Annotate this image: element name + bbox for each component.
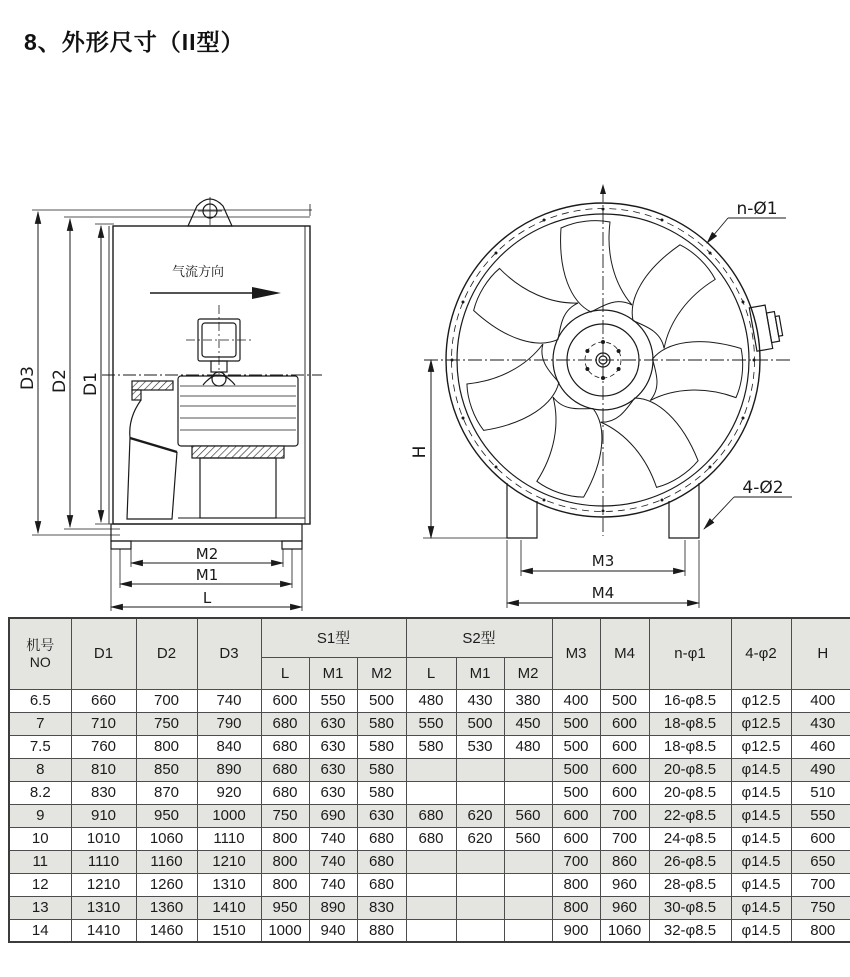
- table-cell: 7.5: [9, 735, 71, 758]
- junction-box: [186, 305, 252, 386]
- table-cell: 680: [406, 827, 456, 850]
- table-cell: 630: [309, 781, 357, 804]
- header-d2: D2: [136, 618, 197, 689]
- table-cell: 920: [197, 781, 261, 804]
- table-cell: 22-φ8.5: [649, 804, 731, 827]
- motor-flange: [192, 446, 284, 458]
- table-cell: 1110: [71, 850, 136, 873]
- table-cell: [456, 896, 504, 919]
- table-cell: 18-φ8.5: [649, 712, 731, 735]
- table-cell: 630: [309, 712, 357, 735]
- table-cell: 580: [357, 758, 406, 781]
- header-d3: D3: [197, 618, 261, 689]
- table-cell: 13: [9, 896, 71, 919]
- motor: [178, 376, 305, 518]
- table-cell: 600: [600, 781, 649, 804]
- header-m3: M3: [552, 618, 600, 689]
- table-row: [9, 850, 850, 873]
- table-cell: [406, 896, 456, 919]
- table-cell: 1310: [197, 873, 261, 896]
- table-cell: 450: [504, 712, 552, 735]
- table-cell: 850: [136, 758, 197, 781]
- table-cell: 790: [197, 712, 261, 735]
- table-cell: 750: [261, 804, 309, 827]
- table-cell: [406, 758, 456, 781]
- table-cell: 9: [9, 804, 71, 827]
- table-cell: [504, 758, 552, 781]
- table-cell: 600: [600, 735, 649, 758]
- table-cell: 26-φ8.5: [649, 850, 731, 873]
- table-row: [9, 896, 850, 919]
- table-cell: 800: [261, 850, 309, 873]
- table-cell: 840: [197, 735, 261, 758]
- header-s1-m1: M1: [309, 657, 357, 689]
- table-cell: 550: [406, 712, 456, 735]
- table-row: [9, 781, 850, 804]
- table-cell: 32-φ8.5: [649, 919, 731, 942]
- dim-h-label: H: [410, 445, 430, 459]
- dim-m2-label: M2: [195, 545, 219, 563]
- impeller-blades: [461, 221, 749, 504]
- table-cell: [504, 896, 552, 919]
- table-cell: [456, 781, 504, 804]
- table-cell: 8.2: [9, 781, 71, 804]
- table-cell: 800: [552, 873, 600, 896]
- four-phi2-label: 4-Ø2: [742, 478, 784, 498]
- dim-d1-label: D1: [81, 372, 101, 396]
- table-cell: 20-φ8.5: [649, 781, 731, 804]
- header-four-phi2: 4-φ2: [731, 618, 791, 689]
- table-cell: 20-φ8.5: [649, 758, 731, 781]
- table-cell: 830: [357, 896, 406, 919]
- table-cell: 600: [261, 689, 309, 712]
- table-cell: 700: [791, 873, 850, 896]
- table-cell: 740: [309, 873, 357, 896]
- table-row: [9, 735, 850, 758]
- table-cell: 490: [791, 758, 850, 781]
- table-cell: 750: [791, 896, 850, 919]
- header-no: [9, 618, 71, 689]
- table-cell: φ12.5: [731, 735, 791, 758]
- table-cell: 500: [456, 712, 504, 735]
- table-cell: 18-φ8.5: [649, 735, 731, 758]
- table-cell: 430: [456, 689, 504, 712]
- n-phi1-label: n-Ø1: [736, 199, 778, 219]
- table-cell: 680: [261, 758, 309, 781]
- table-cell: 1210: [71, 873, 136, 896]
- table-cell: 750: [136, 712, 197, 735]
- table-cell: 940: [309, 919, 357, 942]
- table-cell: 960: [600, 873, 649, 896]
- header-s1-group: S1型: [261, 618, 406, 657]
- table-cell: 890: [197, 758, 261, 781]
- table-cell: [406, 781, 456, 804]
- airflow-direction: [150, 264, 281, 299]
- table-cell: 650: [791, 850, 850, 873]
- table-cell: 500: [357, 689, 406, 712]
- table-cell: 30-φ8.5: [649, 896, 731, 919]
- table-cell: 1210: [197, 850, 261, 873]
- table-cell: 1310: [71, 896, 136, 919]
- header-s2-l: L: [406, 657, 456, 689]
- technical-drawing: [0, 88, 850, 616]
- table-cell: 530: [456, 735, 504, 758]
- header-s2-m2: M2: [504, 657, 552, 689]
- table-cell: 7: [9, 712, 71, 735]
- table-cell: 890: [309, 896, 357, 919]
- table-cell: 860: [600, 850, 649, 873]
- table-cell: 960: [600, 896, 649, 919]
- lifting-lug-icon: [188, 197, 232, 226]
- table-cell: 550: [309, 689, 357, 712]
- table-cell: 660: [71, 689, 136, 712]
- table-cell: 1360: [136, 896, 197, 919]
- table-cell: 380: [504, 689, 552, 712]
- dimension-d2: [50, 219, 70, 527]
- dim-m1-label: M1: [195, 566, 219, 584]
- table-cell: 700: [552, 850, 600, 873]
- table-cell: 810: [71, 758, 136, 781]
- header-d1: D1: [71, 618, 136, 689]
- header-s2-group: S2型: [406, 618, 552, 657]
- table-row: [9, 873, 850, 896]
- table-cell: 680: [357, 827, 406, 850]
- table-cell: 800: [791, 919, 850, 942]
- table-row: [9, 758, 850, 781]
- table-cell: φ14.5: [731, 850, 791, 873]
- table-cell: 1000: [261, 919, 309, 942]
- table-row: [9, 919, 850, 942]
- table-cell: 680: [261, 735, 309, 758]
- table-cell: 700: [136, 689, 197, 712]
- table-cell: 910: [71, 804, 136, 827]
- table-cell: 950: [261, 896, 309, 919]
- header-no-en: NO: [29, 653, 51, 670]
- dimension-table-body: [9, 689, 850, 942]
- table-row: [9, 804, 850, 827]
- table-cell: 1060: [600, 919, 649, 942]
- table-cell: 680: [261, 781, 309, 804]
- table-cell: 1460: [136, 919, 197, 942]
- table-cell: 24-φ8.5: [649, 827, 731, 850]
- table-cell: 1160: [136, 850, 197, 873]
- table-cell: 600: [552, 827, 600, 850]
- table-cell: 740: [309, 850, 357, 873]
- table-cell: 510: [791, 781, 850, 804]
- table-cell: φ12.5: [731, 712, 791, 735]
- table-cell: 1060: [136, 827, 197, 850]
- table-cell: 680: [357, 873, 406, 896]
- table-cell: 400: [791, 689, 850, 712]
- drawing-svg: [0, 88, 850, 616]
- table-cell: 950: [136, 804, 197, 827]
- table-cell: 880: [357, 919, 406, 942]
- table-cell: 6.5: [9, 689, 71, 712]
- table-cell: 740: [197, 689, 261, 712]
- callout-four-phi2: [704, 478, 792, 529]
- table-cell: φ12.5: [731, 689, 791, 712]
- dimension-table: [8, 617, 850, 943]
- table-cell: 16-φ8.5: [649, 689, 731, 712]
- table-cell: 630: [357, 804, 406, 827]
- table-cell: 580: [357, 735, 406, 758]
- table-cell: [504, 850, 552, 873]
- table-cell: 600: [791, 827, 850, 850]
- table-header: [9, 618, 850, 689]
- table-cell: 10: [9, 827, 71, 850]
- side-view: [18, 197, 322, 611]
- table-cell: 680: [357, 850, 406, 873]
- table-cell: 620: [456, 827, 504, 850]
- table-cell: 800: [136, 735, 197, 758]
- table-cell: [456, 873, 504, 896]
- table-cell: [406, 850, 456, 873]
- dim-m4-label: M4: [591, 584, 615, 602]
- table-cell: 710: [71, 712, 136, 735]
- dim-d2-label: D2: [50, 369, 70, 393]
- table-cell: [406, 873, 456, 896]
- table-cell: 1260: [136, 873, 197, 896]
- table-cell: 870: [136, 781, 197, 804]
- table-cell: [504, 873, 552, 896]
- header-no-cn: 机号: [26, 636, 55, 653]
- callout-n-phi1: [707, 199, 786, 243]
- dimension-m3: [521, 540, 685, 576]
- table-cell: 500: [552, 781, 600, 804]
- table-cell: 830: [71, 781, 136, 804]
- table-cell: 500: [600, 689, 649, 712]
- table-cell: 560: [504, 804, 552, 827]
- table-cell: 900: [552, 919, 600, 942]
- dimension-h: [410, 360, 507, 538]
- table-cell: 740: [309, 827, 357, 850]
- dim-l-label: L: [202, 589, 212, 607]
- dimension-table-container: [8, 617, 846, 943]
- table-cell: 460: [791, 735, 850, 758]
- header-n-phi1: n-φ1: [649, 618, 731, 689]
- table-cell: φ14.5: [731, 758, 791, 781]
- table-cell: 500: [552, 712, 600, 735]
- table-cell: 1410: [71, 919, 136, 942]
- table-cell: 600: [600, 712, 649, 735]
- table-cell: 600: [600, 758, 649, 781]
- header-s1-m2: M2: [357, 657, 406, 689]
- airflow-label: 气流方向: [171, 265, 225, 280]
- table-cell: 11: [9, 850, 71, 873]
- header-m4: M4: [600, 618, 649, 689]
- table-cell: φ14.5: [731, 919, 791, 942]
- motor-pedestal: [200, 458, 276, 518]
- table-cell: 500: [552, 758, 600, 781]
- table-cell: 680: [261, 712, 309, 735]
- table-cell: 28-φ8.5: [649, 873, 731, 896]
- page-title: 8、外形尺寸（II型）: [24, 29, 245, 55]
- table-cell: 1010: [71, 827, 136, 850]
- table-cell: φ14.5: [731, 804, 791, 827]
- table-cell: 1410: [197, 896, 261, 919]
- table-cell: 580: [357, 712, 406, 735]
- table-row: [9, 712, 850, 735]
- table-row: [9, 827, 850, 850]
- table-cell: [504, 781, 552, 804]
- inlet-cone: [127, 381, 177, 519]
- dim-d3-label: D3: [18, 366, 38, 390]
- table-cell: [456, 758, 504, 781]
- table-cell: φ14.5: [731, 896, 791, 919]
- table-cell: φ14.5: [731, 827, 791, 850]
- header-s1-l: L: [261, 657, 309, 689]
- table-cell: 580: [406, 735, 456, 758]
- table-cell: 8: [9, 758, 71, 781]
- table-row: [9, 689, 850, 712]
- table-cell: 630: [309, 735, 357, 758]
- table-cell: 500: [552, 735, 600, 758]
- table-cell: 600: [552, 804, 600, 827]
- table-cell: 700: [600, 827, 649, 850]
- dimension-m4: [507, 540, 699, 608]
- table-cell: φ14.5: [731, 873, 791, 896]
- table-cell: 620: [456, 804, 504, 827]
- table-cell: 1000: [197, 804, 261, 827]
- dimension-d3: [18, 212, 38, 533]
- table-cell: 800: [261, 873, 309, 896]
- table-cell: 12: [9, 873, 71, 896]
- front-view: [410, 184, 792, 608]
- table-cell: 680: [406, 804, 456, 827]
- table-cell: 1110: [197, 827, 261, 850]
- table-cell: 400: [552, 689, 600, 712]
- dimension-d1: [81, 226, 101, 522]
- header-h: H: [791, 618, 850, 689]
- table-cell: 14: [9, 919, 71, 942]
- table-cell: [406, 919, 456, 942]
- dim-m3-label: M3: [591, 552, 615, 570]
- table-cell: 430: [791, 712, 850, 735]
- terminal-box: [749, 303, 784, 351]
- table-cell: 480: [406, 689, 456, 712]
- table-cell: 690: [309, 804, 357, 827]
- table-cell: 800: [552, 896, 600, 919]
- table-cell: 760: [71, 735, 136, 758]
- table-cell: 1510: [197, 919, 261, 942]
- table-cell: 480: [504, 735, 552, 758]
- table-cell: φ14.5: [731, 781, 791, 804]
- table-cell: 550: [791, 804, 850, 827]
- table-cell: 560: [504, 827, 552, 850]
- table-cell: 700: [600, 804, 649, 827]
- table-cell: [504, 919, 552, 942]
- table-cell: 800: [261, 827, 309, 850]
- table-cell: 580: [357, 781, 406, 804]
- table-cell: [456, 850, 504, 873]
- header-s2-m1: M1: [456, 657, 504, 689]
- table-cell: [456, 919, 504, 942]
- table-cell: 630: [309, 758, 357, 781]
- dimension-m2: [131, 545, 283, 567]
